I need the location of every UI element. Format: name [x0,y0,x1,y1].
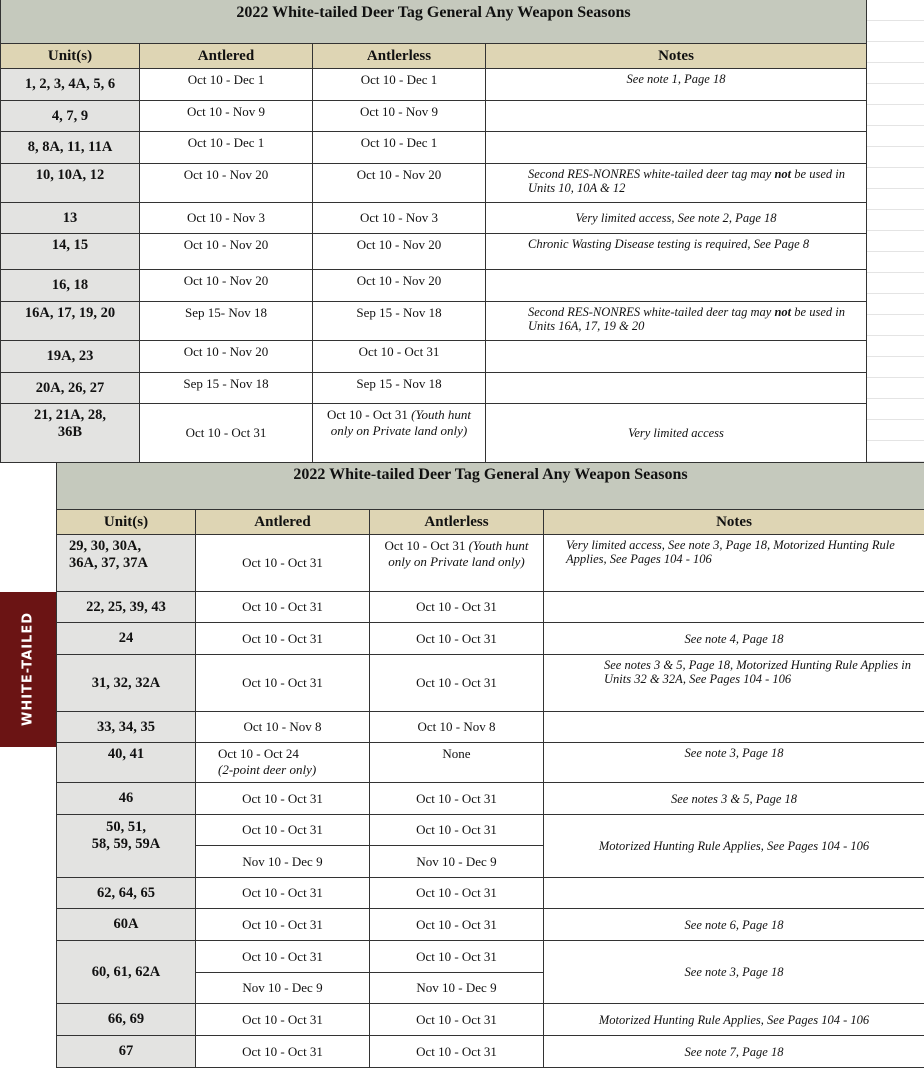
antlerless-cell: Oct 10 - Oct 31 [370,909,544,941]
table-row [57,535,924,592]
spreadsheet-gridlines [866,0,924,462]
deer-seasons-table-2 [56,462,924,1068]
unit-cell: 21, 21A, 28, 36B [1,404,140,463]
unit-cell: 46 [57,783,196,815]
antlered-cell: Oct 10 - Nov 20 [140,234,313,270]
notes-cell: Motorized Hunting Rule Applies, See Pages 104 - 106 [544,1004,924,1036]
table-row [1,69,867,101]
antlered-cell: Oct 10 - Nov 20 [140,270,313,302]
unit-cell: 40, 41 [57,743,196,783]
table-row [1,164,867,203]
table-row [1,101,867,132]
antlerless-cell: Oct 10 - Nov 20 [313,164,486,203]
antlerless-cell: Oct 10 - Oct 31 [313,341,486,373]
antlerless-cell: Oct 10 - Nov 20 [313,270,486,302]
antlered-cell: Oct 10 - Oct 31 [196,815,370,846]
antlered-cell: Oct 10 - Nov 20 [140,164,313,203]
antlerless-cell: Oct 10 - Dec 1 [313,132,486,164]
notes-cell: See note 1, Page 18 [486,69,867,101]
unit-cell: 14, 15 [1,234,140,270]
notes-cell [486,132,867,164]
antlerless-cell: Oct 10 - Oct 31 [370,592,544,623]
antlerless-cell: Oct 10 - Oct 31 [370,1004,544,1036]
antlerless-cell: Oct 10 - Nov 9 [313,101,486,132]
antlerless-cell: Oct 10 - Dec 1 [313,69,486,101]
antlered-cell: Oct 10 - Oct 31 [196,655,370,712]
table-row [57,592,924,623]
unit-cell: 16, 18 [1,270,140,302]
notes-cell: Very limited access, See note 3, Page 18, Motorized Hunting Rule Applies, See Pages 104 - 106 [544,535,924,592]
table-row [57,712,924,743]
unit-cell: 1, 2, 3, 4A, 5, 6 [1,69,140,101]
unit-cell: 60, 61, 62A [57,941,196,1004]
header-units: Unit(s) [1,44,140,69]
table-row [57,655,924,712]
antlerless-cell: Oct 10 - Nov 8 [370,712,544,743]
antlerless-cell: Oct 10 - Oct 31 [370,623,544,655]
header-antlerless: Antlerless [313,44,486,69]
antlered-cell: Oct 10 - Oct 24 (2-point deer only) [196,743,370,783]
table-row [1,203,867,234]
unit-cell: 20A, 26, 27 [1,373,140,404]
table-row [57,623,924,655]
unit-cell: 60A [57,909,196,941]
notes-cell: Very limited access, See note 2, Page 18 [486,203,867,234]
side-tab-label: WHITE-TAILED [20,611,36,727]
antlered-cell: Sep 15- Nov 18 [140,302,313,341]
table-row [1,404,867,463]
emphasis-not: not [774,305,792,319]
table-row [57,909,924,941]
unit-cell: 16A, 17, 19, 20 [1,302,140,341]
notes-cell: Very limited access [486,404,867,463]
notes-cell: Second RES-NONRES white-tailed deer tag may not be used in Units 10, 10A & 12 [486,164,867,203]
notes-cell: Second RES-NONRES white-tailed deer tag may not be used in Units 16A, 17, 19 & 20 [486,302,867,341]
unit-cell: 8, 8A, 11, 11A [1,132,140,164]
antlerless-cell: Sep 15 - Nov 18 [313,373,486,404]
antlered-cell: Oct 10 - Oct 31 [196,535,370,592]
antlered-cell: Oct 10 - Oct 31 [196,783,370,815]
antlered-cell: Oct 10 - Oct 31 [196,878,370,909]
antlerless-cell: Oct 10 - Nov 3 [313,203,486,234]
notes-cell: See notes 3 & 5, Page 18 [544,783,924,815]
antlerless-cell: Oct 10 - Nov 20 [313,234,486,270]
deer-seasons-table-1 [0,0,867,463]
table-title: 2022 White-tailed Deer Tag General Any Weapon Seasons [1,0,867,44]
table-row [57,1036,924,1068]
section-side-tab [0,592,56,747]
antlered-cell: Nov 10 - Dec 9 [196,846,370,878]
unit-cell: 13 [1,203,140,234]
antlered-cell: Oct 10 - Oct 31 [196,592,370,623]
antlerless-cell: Oct 10 - Oct 31 (Youth hunt only on Private land only) [370,535,544,592]
unit-cell: 66, 69 [57,1004,196,1036]
unit-cell: 29, 30, 30A, 36A, 37, 37A [57,535,196,592]
header-antlered: Antlered [140,44,313,69]
notes-cell: See note 6, Page 18 [544,909,924,941]
table-row [57,941,924,973]
unit-cell: 50, 51, 58, 59, 59A [57,815,196,878]
antlered-cell: Oct 10 - Nov 8 [196,712,370,743]
table-title: 2022 White-tailed Deer Tag General Any Weapon Seasons [57,463,924,510]
antlerless-cell: Oct 10 - Oct 31 [370,941,544,973]
table-row [57,878,924,909]
antlered-cell: Oct 10 - Oct 31 [196,1036,370,1068]
table-row [1,270,867,302]
notes-cell [486,101,867,132]
notes-cell [486,341,867,373]
antlerless-cell: Nov 10 - Dec 9 [370,973,544,1004]
antlered-cell: Oct 10 - Oct 31 [196,909,370,941]
table-row [57,1004,924,1036]
antlerless-cell: Oct 10 - Oct 31 [370,783,544,815]
antlered-cell: Oct 10 - Nov 20 [140,341,313,373]
table-row [1,341,867,373]
table-row [57,743,924,783]
table-row [1,302,867,341]
header-units: Unit(s) [57,510,196,535]
unit-cell: 33, 34, 35 [57,712,196,743]
table-row [57,783,924,815]
notes-cell: Chronic Wasting Disease testing is required, See Page 8 [486,234,867,270]
antlerless-cell: Oct 10 - Oct 31 [370,1036,544,1068]
notes-cell [544,592,924,623]
antlered-cell: Oct 10 - Oct 31 [196,1004,370,1036]
antlered-cell: Oct 10 - Dec 1 [140,69,313,101]
antlerless-cell: Oct 10 - Oct 31 (Youth hunt only on Private land only) [313,404,486,463]
table-row [1,234,867,270]
notes-cell [486,373,867,404]
antlered-cell: Oct 10 - Nov 3 [140,203,313,234]
antlered-cell: Oct 10 - Oct 31 [196,941,370,973]
unit-cell: 31, 32, 32A [57,655,196,712]
antlered-cell: Nov 10 - Dec 9 [196,973,370,1004]
antlerless-cell: Oct 10 - Oct 31 [370,878,544,909]
notes-cell: See note 3, Page 18 [544,743,924,783]
unit-cell: 19A, 23 [1,341,140,373]
notes-cell: See notes 3 & 5, Page 18, Motorized Hunting Rule Applies in Units 32 & 32A, See Pages 104 - 106 [544,655,924,712]
notes-cell: See note 4, Page 18 [544,623,924,655]
antlerless-cell: Sep 15 - Nov 18 [313,302,486,341]
notes-cell: See note 3, Page 18 [544,941,924,1004]
table-row [57,815,924,846]
antlered-cell: Oct 10 - Dec 1 [140,132,313,164]
table-row [1,132,867,164]
antlered-cell: Oct 10 - Oct 31 [196,623,370,655]
unit-cell: 4, 7, 9 [1,101,140,132]
notes-cell: Motorized Hunting Rule Applies, See Pages 104 - 106 [544,815,924,878]
antlered-cell: Oct 10 - Nov 9 [140,101,313,132]
header-antlerless: Antlerless [370,510,544,535]
table-row [1,373,867,404]
unit-cell: 67 [57,1036,196,1068]
antlerless-cell: None [370,743,544,783]
antlerless-cell: Oct 10 - Oct 31 [370,815,544,846]
antlered-cell: Sep 15 - Nov 18 [140,373,313,404]
header-notes: Notes [486,44,867,69]
notes-cell [544,878,924,909]
antlered-cell: Oct 10 - Oct 31 [140,404,313,463]
emphasis-not: not [774,167,792,181]
unit-cell: 62, 64, 65 [57,878,196,909]
header-notes: Notes [544,510,924,535]
notes-cell: See note 7, Page 18 [544,1036,924,1068]
header-antlered: Antlered [196,510,370,535]
unit-cell: 22, 25, 39, 43 [57,592,196,623]
notes-cell [544,712,924,743]
unit-cell: 10, 10A, 12 [1,164,140,203]
notes-cell [486,270,867,302]
unit-cell: 24 [57,623,196,655]
antlerless-cell: Nov 10 - Dec 9 [370,846,544,878]
antlerless-cell: Oct 10 - Oct 31 [370,655,544,712]
